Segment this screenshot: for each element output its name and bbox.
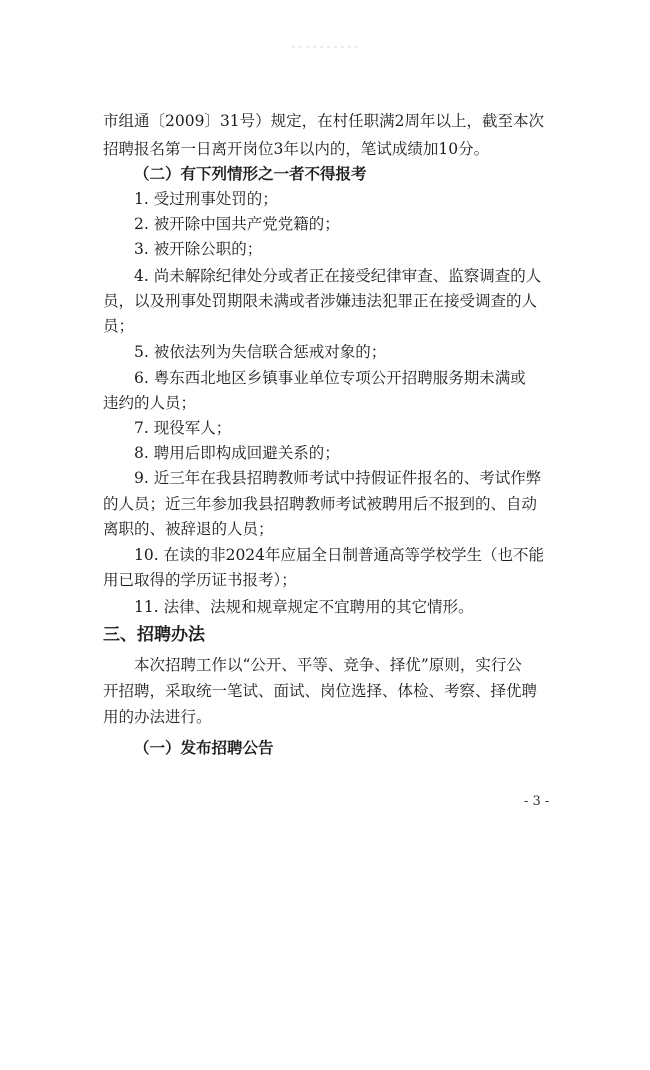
text-line: 员； <box>103 317 135 335</box>
text-line: 违约的人员； <box>103 394 197 412</box>
text-line: 市组通〔2009〕31号）规定，在村任职满2周年以上，截至本次 <box>103 112 545 130</box>
list-item: 9. 近三年在我县招聘教师考试中持假证件报名的、考试作弊 <box>134 469 542 487</box>
header-mark <box>290 44 360 50</box>
text-line: 的人员；近三年参加我县招聘教师考试被聘用后不报到的、自动 <box>103 495 538 513</box>
list-item: 8. 聘用后即构成回避关系的； <box>134 444 340 462</box>
section-subheading: （一）发布招聘公告 <box>134 739 274 757</box>
list-item: 6. 粤东西北地区乡镇事业单位专项公开招聘服务期未满或 <box>134 369 526 387</box>
list-item: 4. 尚未解除纪律处分或者正在接受纪律审查、监察调查的人 <box>134 267 542 285</box>
list-item: 5. 被依法列为失信联合惩戒对象的； <box>134 343 387 361</box>
page-number: - 3 - <box>524 794 550 809</box>
list-item: 11. 法律、法规和规章规定不宜聘用的其它情形。 <box>134 598 474 616</box>
text-line: 招聘报名第一日离开岗位3年以内的，笔试成绩加10分。 <box>103 140 490 158</box>
section-heading: 三、招聘办法 <box>103 625 205 645</box>
section-subheading: （二）有下列情形之一者不得报考 <box>134 165 367 183</box>
list-item: 3. 被开除公职的； <box>134 240 263 258</box>
list-item: 7. 现役军人； <box>134 419 232 437</box>
list-item: 10. 在读的非2024年应届全日制普通高等学校学生（也不能 <box>134 546 545 564</box>
text-line: 用的办法进行。 <box>103 708 212 726</box>
list-item: 2. 被开除中国共产党党籍的； <box>134 215 340 233</box>
text-line: 开招聘，采取统一笔试、面试、岗位选择、体检、考察、择优聘 <box>103 682 538 700</box>
text-line: 离职的、被辞退的人员； <box>103 520 274 538</box>
text-line: 本次招聘工作以“公开、平等、竞争、择优”原则，实行公 <box>134 656 522 674</box>
text-line: 用已取得的学历证书报考）； <box>103 571 297 589</box>
text-line: 员，以及刑事处罚期限未满或者涉嫌违法犯罪正在接受调查的人 <box>103 292 538 310</box>
list-item: 1. 受过刑事处罚的； <box>134 190 278 208</box>
